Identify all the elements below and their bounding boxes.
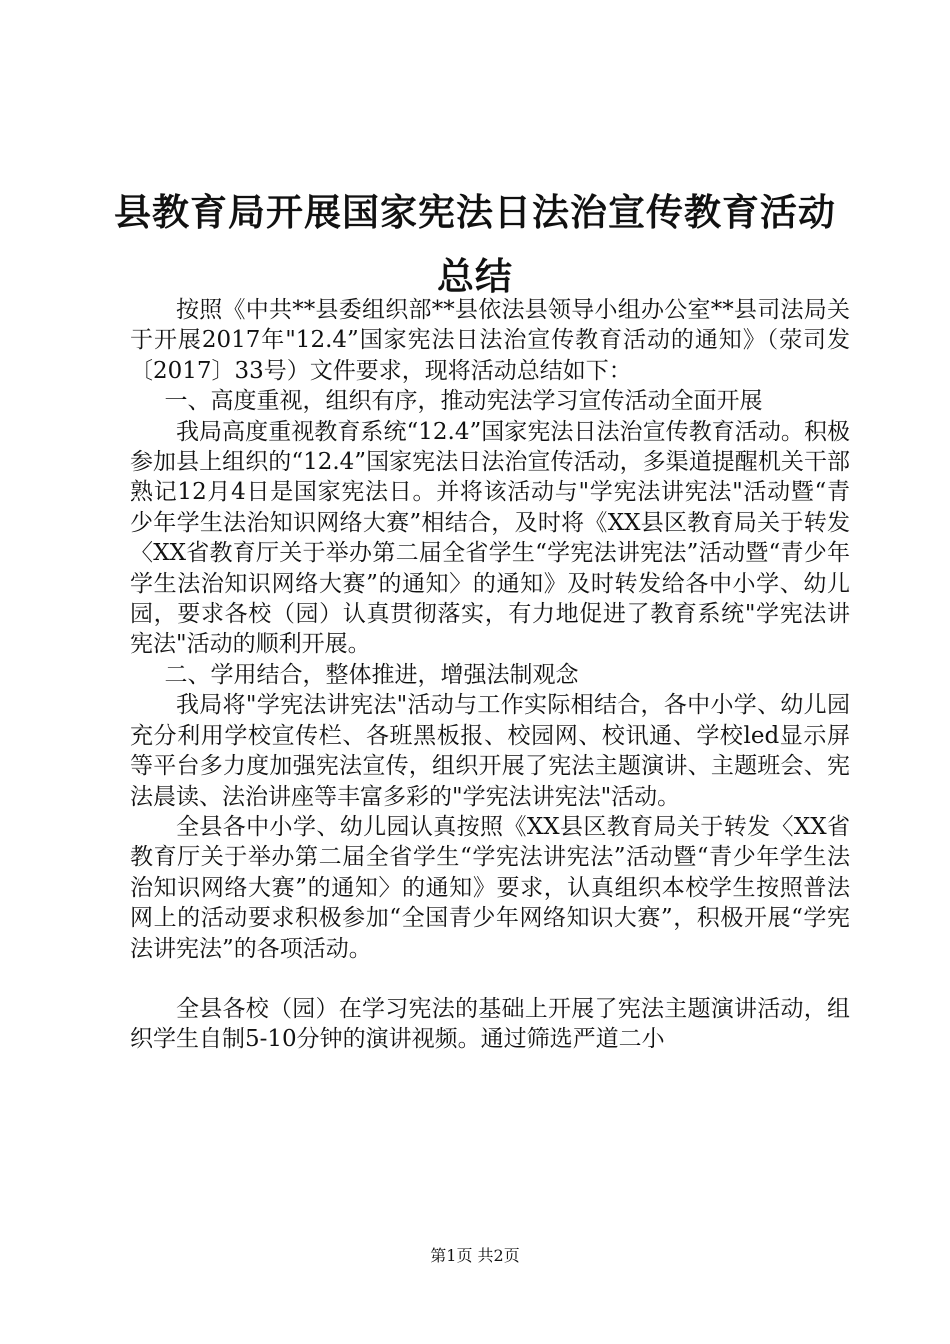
document-body xyxy=(130,295,850,1055)
body-paragraph: 全县各中小学、幼儿园认真按照《XX县区教育局关于转发〈XX省教育厅关于举办第二届全省学生“学宪法讲宪法”活动暨“青少年学生法治知识网络大赛”的通知〉的通知》要求，认真组织本校学生按照普法网上的活动要求积极参加“全国青少年网络知识大赛”，积极开展“学宪法讲宪法”的各项活动。 xyxy=(130,813,850,962)
intro-paragraph: 按照《中共**县委组织部**县依法县领导小组办公室**县司法局关于开展2017年"12.4”国家宪法日法治宣传教育活动的通知》（荥司发〔2017〕33号）文件要求，现将活动总结如下： xyxy=(130,297,850,384)
document-title: 县教育局开展国家宪法日法治宣传教育活动总结 xyxy=(114,190,836,298)
body-paragraph: 我局高度重视教育系统“12.4”国家宪法日法治宣传教育活动。积极参加县上组织的“12.4”国家宪法日法治宣传活动，多渠道提醒机关干部熟记12月4日是国家宪法日。并将该活动与"学宪法讲宪法"活动暨“青少年学生法治知识网络大赛”相结合，及时将《XX县区教育局关于转发〈XX省教育厅关于举办第二届全省学生“学宪法讲宪法”活动暨“青少年学生法治知识网络大赛”的通知〉的通知》及时转发给各中小学、幼儿园，要求各校（园）认真贯彻落实，有力地促进了教育系统"学宪法讲宪法"活动的顺利开展。 xyxy=(130,418,850,658)
body-paragraph: 全县各校（园）在学习宪法的基础上开展了宪法主题演讲活动，组织学生自制5-10分钟的演讲视频。通过筛选严道二小 xyxy=(130,995,850,1053)
section-heading-2: 二、学用结合，整体推进，增强法制观念 xyxy=(164,661,579,688)
body-paragraph: 我局将"学宪法讲宪法"活动与工作实际相结合，各中小学、幼儿园充分利用学校宣传栏、各班黑板报、校园网、校讯通、学校led显示屏等平台多力度加强宪法宣传，组织开展了宪法主题演讲、主题班会、宪法晨读、法治讲座等丰富多彩的"学宪法讲宪法"活动。 xyxy=(130,692,850,810)
section-heading-1: 一、高度重视，组织有序，推动宪法学习宣传活动全面开展 xyxy=(164,388,763,415)
page-footer: 第1页 共2页 xyxy=(430,1246,520,1265)
